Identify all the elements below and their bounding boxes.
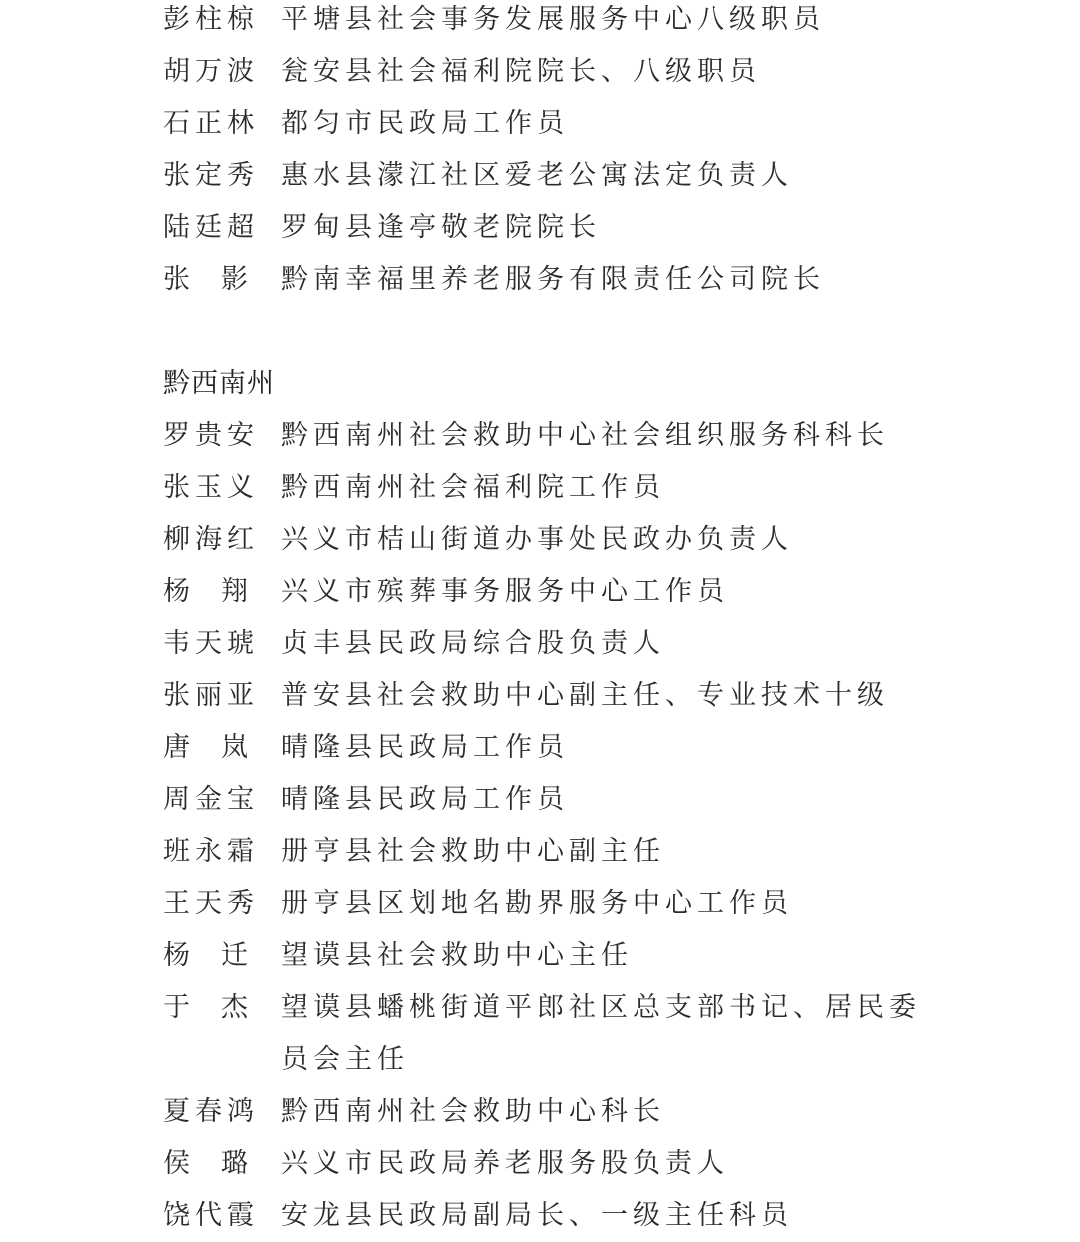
person-title: 黔西南州社会救助中心社会组织服务科科长 [281,420,889,451]
list-item [163,46,943,98]
list-item [163,0,943,46]
person-title: 都匀市民政局工作员 [281,108,569,139]
person-name: 张定秀 [163,160,259,191]
person-title: 望谟县社会救助中心主任 [281,940,633,971]
list-item [163,410,943,462]
person-name: 胡万波 [163,56,259,87]
list-item [163,150,943,202]
person-name: 周金宝 [163,784,259,815]
person-title: 普安县社会救助中心副主任、专业技术十级 [281,680,889,711]
section-heading: 黔西南州 [163,368,275,399]
list-item [163,462,943,514]
personnel-list-qiannan [163,0,943,306]
person-title: 平塘县社会事务发展服务中心八级职员 [281,4,825,35]
person-title: 兴义市民政局养老服务股负责人 [281,1148,729,1179]
person-title: 黔西南州社会救助中心科长 [281,1096,665,1127]
person-name: 王天秀 [163,888,259,919]
list-item [163,774,943,826]
person-title: 惠水县濛江社区爱老公寓法定负责人 [281,160,793,191]
list-item [163,618,943,670]
person-title: 晴隆县民政局工作员 [281,732,569,763]
person-title: 黔西南州社会福利院工作员 [281,472,665,503]
list-item [163,722,943,774]
list-item [163,514,943,566]
person-name: 石正林 [163,108,259,139]
personnel-list-qianxinan [163,358,943,1242]
person-name: 饶代霞 [163,1200,259,1231]
person-title: 册亨县社会救助中心副主任 [281,836,665,867]
person-name: 罗贵安 [163,420,259,451]
list-item [163,670,943,722]
list-item [163,930,943,982]
list-item [163,1086,943,1138]
person-name: 杨迁 [163,940,279,971]
person-title: 望谟县蟠桃街道平郎社区总支部书记、居民委员会主任 [281,992,921,1075]
person-name: 陆廷超 [163,212,259,243]
person-name: 彭柱椋 [163,4,259,35]
person-name: 侯璐 [163,1148,279,1179]
person-title: 黔南幸福里养老服务有限责任公司院长 [281,264,825,295]
person-title: 晴隆县民政局工作员 [281,784,569,815]
list-item [163,202,943,254]
list-item [163,566,943,618]
list-item [163,98,943,150]
person-name: 班永霜 [163,836,259,867]
person-title: 兴义市殡葬事务服务中心工作员 [281,576,729,607]
list-item [163,1138,943,1190]
person-name: 唐岚 [163,732,279,763]
list-item [163,1190,943,1242]
person-title: 罗甸县逢亭敬老院院长 [281,212,601,243]
list-item [163,982,943,1086]
list-item [163,878,943,930]
person-name: 张丽亚 [163,680,259,711]
person-title: 册亨县区划地名勘界服务中心工作员 [281,888,793,919]
person-name: 张玉义 [163,472,259,503]
list-item [163,254,943,306]
person-name: 杨翔 [163,576,279,607]
person-name: 夏春鸿 [163,1096,259,1127]
person-name: 柳海红 [163,524,259,555]
person-title: 安龙县民政局副局长、一级主任科员 [281,1200,793,1231]
person-name: 韦天琥 [163,628,259,659]
person-name: 于杰 [163,992,279,1023]
person-title: 瓮安县社会福利院院长、八级职员 [281,56,761,87]
person-title: 贞丰县民政局综合股负责人 [281,628,665,659]
person-name: 张影 [163,264,279,295]
person-title: 兴义市桔山街道办事处民政办负责人 [281,524,793,555]
list-item [163,826,943,878]
